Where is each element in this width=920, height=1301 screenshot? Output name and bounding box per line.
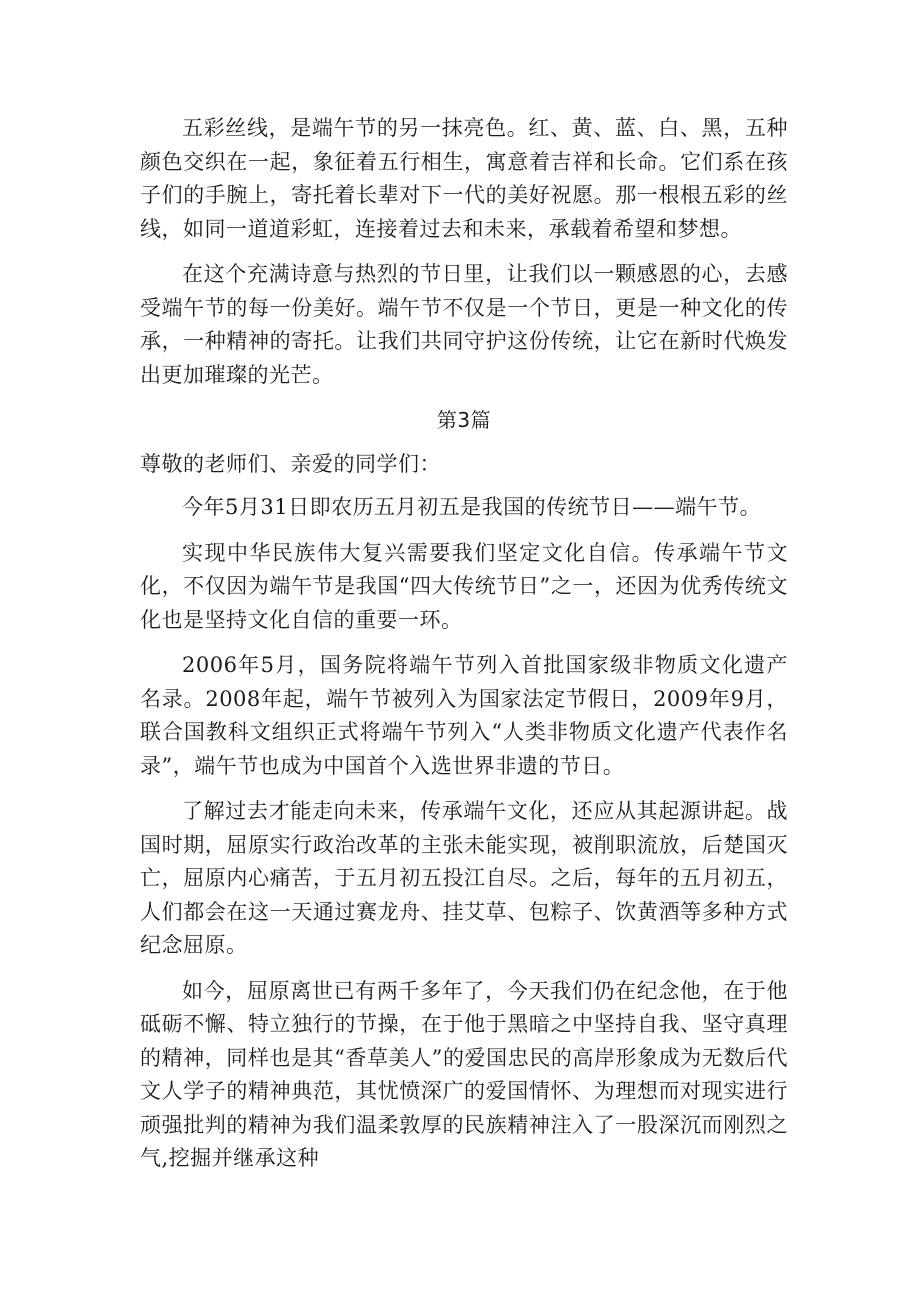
paragraph-festival-date: 今年5月31日即农历五月初五是我国的传统节日——端午节。 bbox=[182, 495, 762, 519]
paragraph-five-color-threads: 五彩丝线，是端午节的另一抹亮色。红、黄、蓝、白、黑，五种颜色交织在一起，象征着五行相生，寓意着吉祥和长命。它们系在孩子们的手腕上，寄托着长辈对下一代的美好祝愿。那一根根五彩的丝线，如同一道道彩虹，连接着过去和未来，承载着希望和梦想。 bbox=[140, 116, 788, 241]
paragraph-heritage-history: 2006年5月，国务院将端午节列入首批国家级非物质文化遗产名录。2008年起，端午节被列入为国家法定节假日，2009年9月，联合国教科文组织正式将端午节列入“人类非物质文化遗产代表作名录”，端午节也成为中国首个入选世界非遗的节日。 bbox=[140, 653, 788, 778]
paragraph-festival-closing: 在这个充满诗意与热烈的节日里，让我们以一颗感恩的心，去感受端午节的每一份美好。端午节不仅是一个节日，更是一种文化的传承，一种精神的寄托。让我们共同守护这份传统，让它在新时代焕发出更加璀璨的光芒。 bbox=[140, 262, 788, 387]
paragraph-qu-yuan-origin: 了解过去才能走向未来，传承端午文化，还应从其起源讲起。战国时期，屈原实行政治改革的主张未能实现，被削职流放，后楚国灭亡，屈原内心痛苦，于五月初五投江自尽。之后，每年的五月初五，人们都会在这一天通过赛龙舟、挂艾草、包粽子、饮黄酒等多种方式纪念屈原。 bbox=[140, 799, 788, 957]
paragraph-cultural-confidence: 实现中华民族伟大复兴需要我们坚定文化自信。传承端午节文化，不仅因为端午节是我国“四大传统节日”之一，还因为优秀传统文化也是坚持文化自信的重要一环。 bbox=[140, 540, 788, 632]
section-heading: 第3篇 bbox=[436, 408, 492, 432]
speech-salutation: 尊敬的老师们、亲爱的同学们： bbox=[140, 451, 441, 476]
paragraph-qu-yuan-legacy: 如今，屈原离世已有两千多年了，今天我们仍在纪念他，在于他砥砺不懈、特立独行的节操，在于他于黑暗之中坚持自我、坚守真理的精神，同样也是其“香草美人”的爱国忠民的高岸形象成为无数后代文人学子的精神典范，其忧愤深广的爱国情怀、为理想而对现实进行顽强批判的精神为我们温柔敦厚的民族精神注入了一股深沉而刚烈之气,挖掘并继承这种 bbox=[140, 978, 788, 1170]
document-page bbox=[140, 112, 788, 1188]
